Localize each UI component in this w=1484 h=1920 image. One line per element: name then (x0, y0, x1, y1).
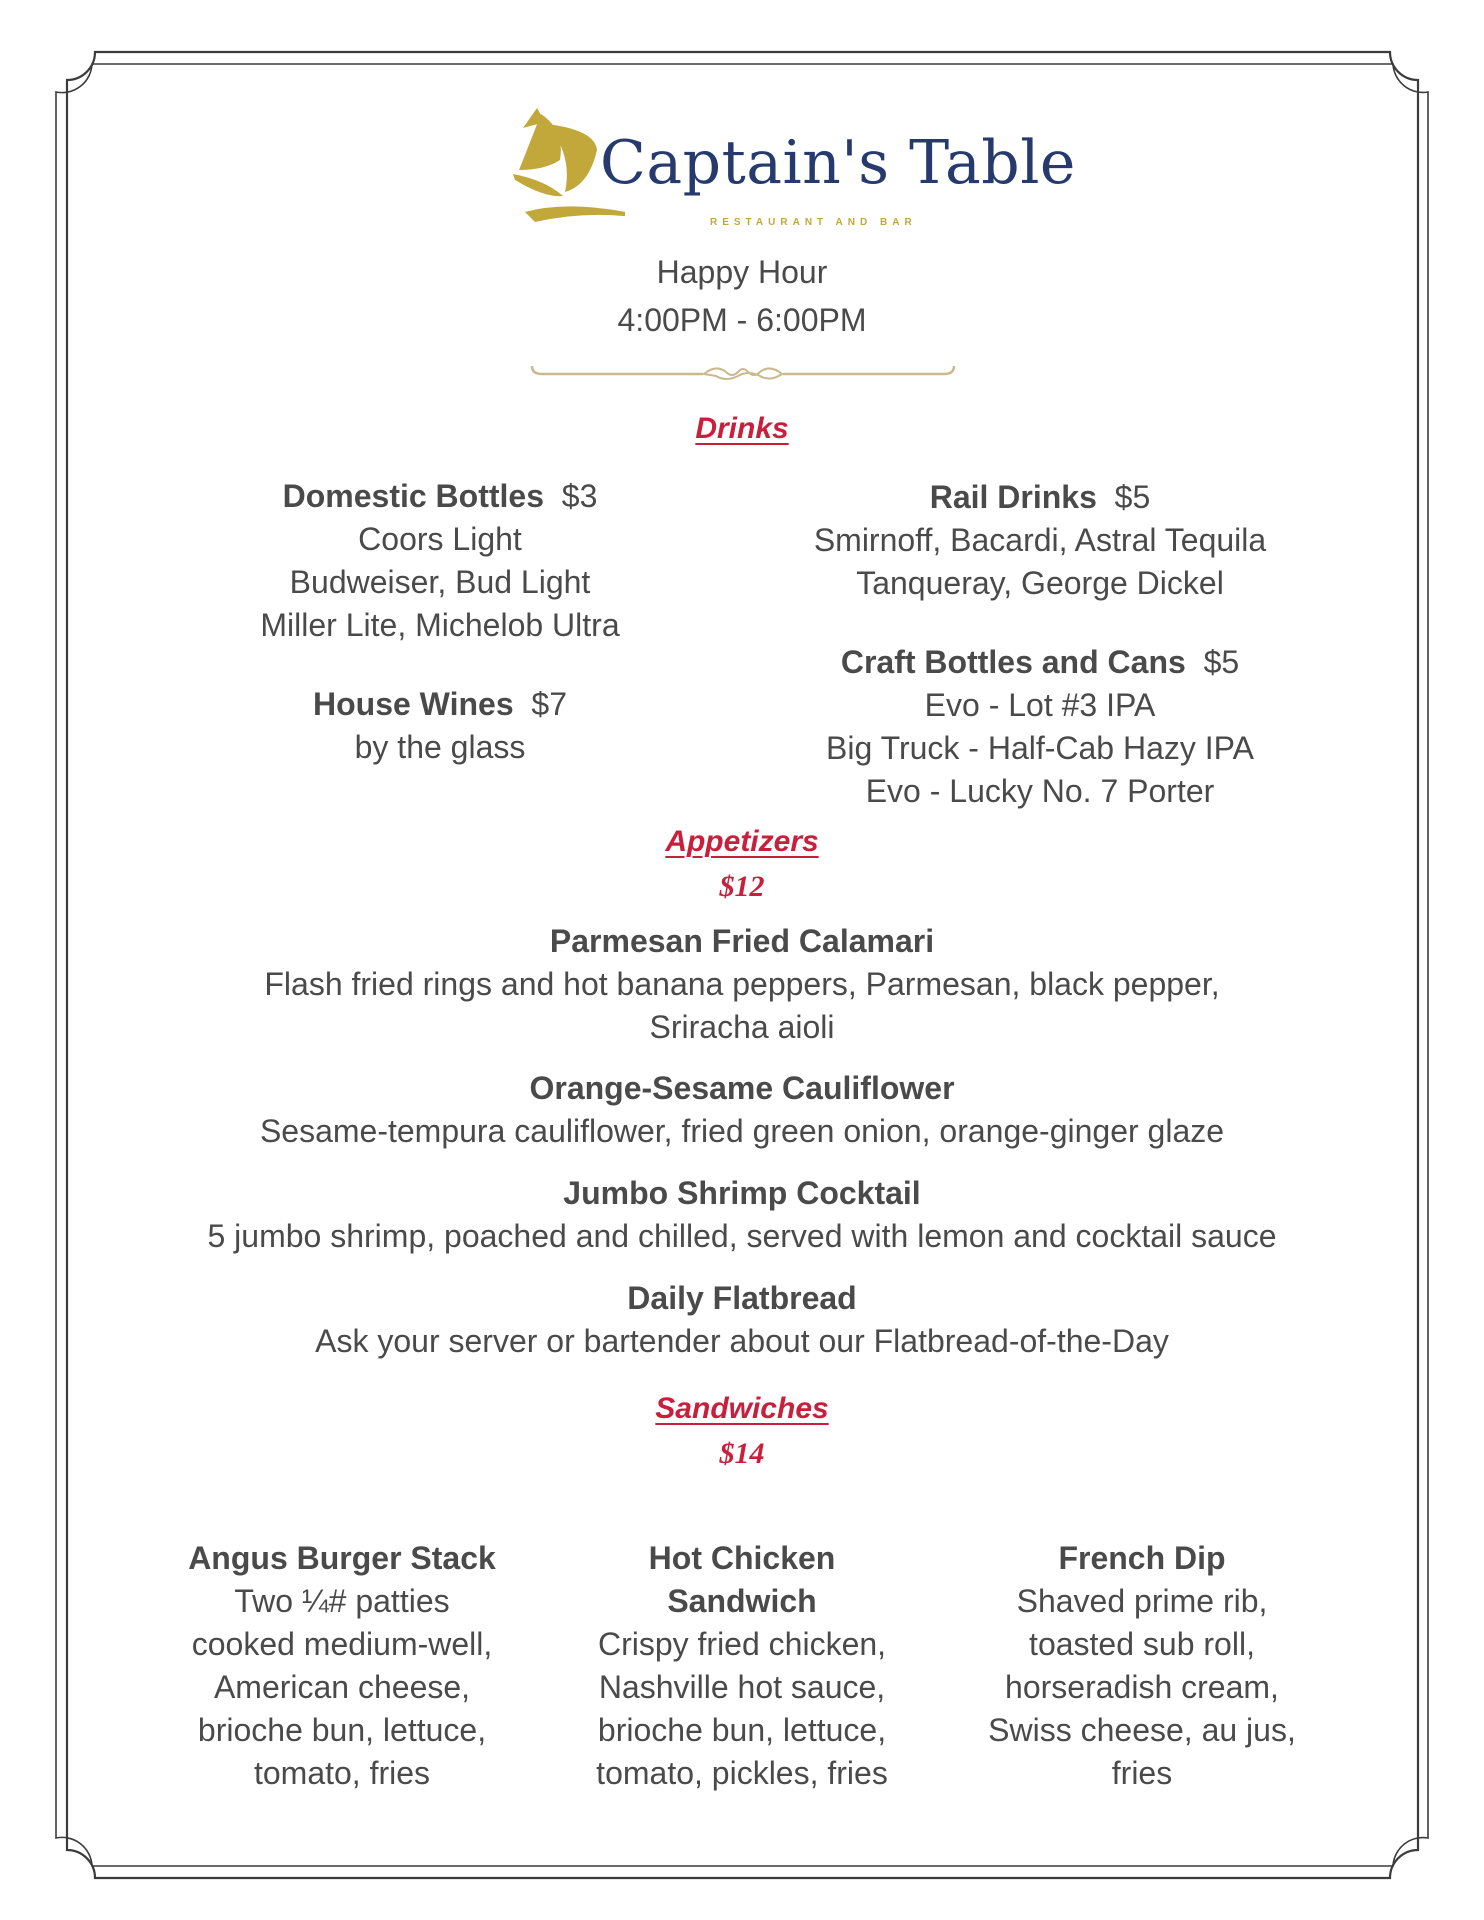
item-title: Angus Burger Stack (188, 1540, 496, 1576)
item-description: toasted sub roll, (1029, 1626, 1255, 1662)
list-item: Big Truck - Half-Cab Hazy IPA (826, 730, 1254, 766)
logo-name: Captain's Table (600, 128, 1076, 198)
list-item: Budweiser, Bud Light (289, 564, 591, 600)
item-description: tomato, fries (253, 1755, 431, 1791)
list-item: Miller Lite, Michelob Ultra (260, 607, 620, 643)
item-title: Parmesan Fried Calamari (549, 923, 935, 959)
item-title: Hot Chicken (648, 1540, 836, 1576)
appetizer-calamari (0, 920, 1484, 1049)
drinks-heading: Drinks (695, 412, 789, 445)
domestic-bottles (200, 475, 680, 647)
sandwiches-price: $14 (719, 1437, 765, 1470)
list-item: by the glass (354, 729, 526, 765)
appetizer-cauliflower (0, 1067, 1484, 1153)
list-item: Smirnoff, Bacardi, Astral Tequila (813, 522, 1267, 558)
item-description: Sriracha aioli (649, 1009, 835, 1045)
list-item: Coors Light (358, 521, 522, 557)
item-description: Swiss cheese, au jus, (988, 1712, 1296, 1748)
item-description: 5 jumbo shrimp, poached and chilled, served with lemon and cocktail sauce (207, 1218, 1277, 1254)
house-wines (200, 683, 680, 769)
list-item: Evo - Lot #3 IPA (924, 687, 1156, 723)
logo-subtitle: RESTAURANT AND BAR (710, 217, 917, 228)
item-title: Orange-Sesame Cauliflower (529, 1070, 955, 1106)
appetizers-heading: Appetizers (665, 825, 819, 858)
item-description: cooked medium-well, (191, 1626, 493, 1662)
restaurant-logo (505, 100, 1076, 240)
appetizer-flatbread (0, 1277, 1484, 1363)
item-description: Sesame-tempura cauliflower, fried green onion, orange-ginger glaze (259, 1113, 1225, 1149)
item-title: French Dip (1058, 1540, 1226, 1576)
item-title: Jumbo Shrimp Cocktail (563, 1175, 921, 1211)
craft-bottles (780, 641, 1300, 813)
item-title: Sandwich (667, 1583, 817, 1619)
item-description: Crispy fried chicken, (597, 1626, 887, 1662)
sandwich-french-dip (972, 1537, 1312, 1795)
craft-bottles-title: Craft Bottles and Cans $5 (840, 644, 1240, 680)
item-description: Nashville hot sauce, (598, 1669, 886, 1705)
happy-hour-hours: 4:00PM - 6:00PM (617, 302, 867, 338)
item-description: brioche bun, lettuce, (597, 1712, 887, 1748)
sandwiches-heading: Sandwiches (655, 1392, 829, 1425)
item-description: tomato, pickles, fries (596, 1755, 888, 1791)
item-description: horseradish cream, (1005, 1669, 1279, 1705)
item-description: Shaved prime rib, (1016, 1583, 1268, 1619)
item-description: Flash fried rings and hot banana peppers, Parmesan, black pepper, (264, 966, 1220, 1002)
rail-drinks-title: Rail Drinks $5 (929, 479, 1151, 515)
ornamental-divider (528, 358, 958, 388)
domestic-bottles-title: Domestic Bottles $3 (282, 478, 598, 514)
sandwich-burger (172, 1537, 512, 1795)
happy-hour-title: Happy Hour (656, 254, 828, 290)
appetizers-price: $12 (719, 870, 765, 903)
item-title: Daily Flatbread (627, 1280, 857, 1316)
appetizer-shrimp (0, 1172, 1484, 1258)
item-description: American cheese, (213, 1669, 471, 1705)
rail-drinks (780, 476, 1300, 605)
item-description: fries (1111, 1755, 1173, 1791)
item-description: Ask your server or bartender about our Flatbread-of-the-Day (315, 1323, 1169, 1359)
sandwich-hot-chicken (572, 1537, 912, 1795)
item-description: Two ¼# patties (234, 1583, 450, 1619)
item-description: brioche bun, lettuce, (197, 1712, 487, 1748)
list-item: Tanqueray, George Dickel (856, 565, 1224, 601)
list-item: Evo - Lucky No. 7 Porter (865, 773, 1215, 809)
house-wines-title: House Wines $7 (312, 686, 567, 722)
